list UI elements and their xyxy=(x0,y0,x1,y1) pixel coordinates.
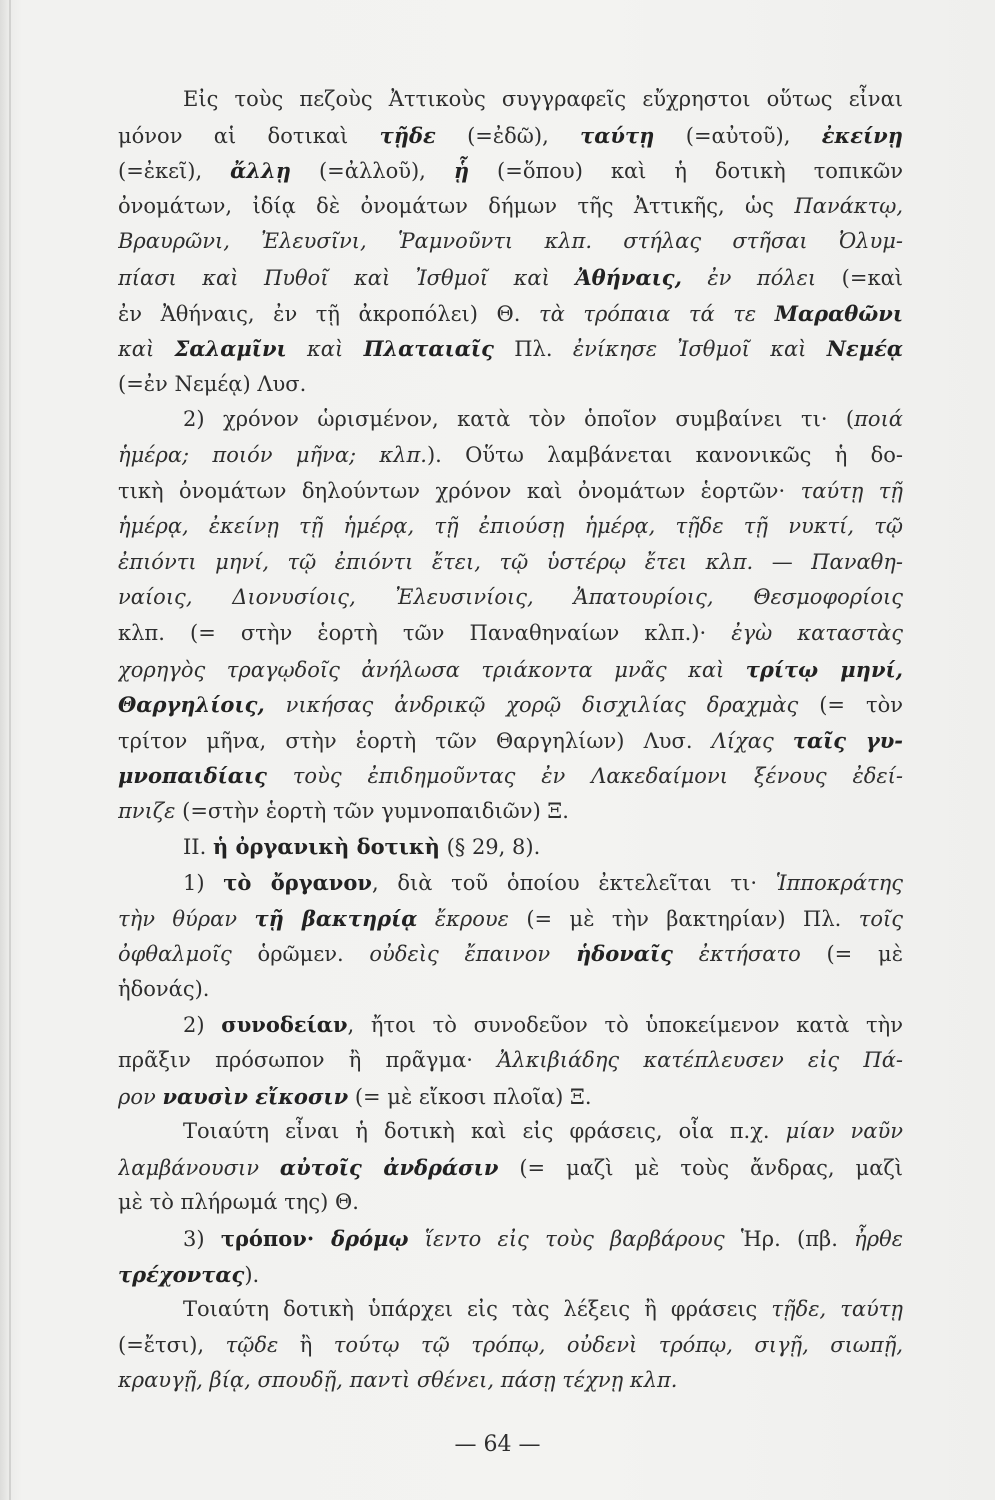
italic-run: λαμβάνουσιν xyxy=(118,1155,280,1180)
text-run: ἐν Ἀθήναις, ἐν τῇ ἀκροπόλει) Θ. xyxy=(118,301,539,326)
italic-run: τούτῳ τῷ τρόπῳ, οὐδενὶ τρόπῳ, σιγῇ, σιωπῇ, xyxy=(333,1332,903,1357)
text-run: κλπ. (= στὴν ἑορτὴ τῶν Παναθηναίων κλπ.)· xyxy=(118,620,732,645)
text-line xyxy=(118,1292,903,1328)
text-line xyxy=(118,616,903,652)
bold-italic-run: αὐτοῖς ἀνδράσιν xyxy=(279,1154,499,1180)
text-run: 2) xyxy=(183,1013,222,1038)
text-run: (=αὐτοῦ), xyxy=(654,123,822,148)
text-line xyxy=(118,331,903,367)
italic-run: ἐνίκησε Ἰσθμοῖ καὶ xyxy=(572,337,827,362)
heading-run: τρόπον· xyxy=(220,1226,315,1251)
text-line xyxy=(118,652,903,688)
text-line xyxy=(118,723,903,759)
page-edge-shadow xyxy=(9,0,11,1500)
text-line xyxy=(118,509,903,545)
text-line xyxy=(118,936,903,972)
italic-run: ἦρθε xyxy=(854,1227,903,1251)
bold-italic-run: ἐκείνῃ xyxy=(821,122,903,148)
italic-run: ἐγὼ καταστὰς xyxy=(731,620,903,645)
text-line xyxy=(118,687,903,723)
text-line xyxy=(118,1221,903,1257)
text-line xyxy=(118,474,903,510)
text-run: (=καὶ xyxy=(816,265,903,290)
text-run: Ἡρ. (πβ. xyxy=(724,1227,855,1251)
italic-run: ἐν πόλει xyxy=(681,265,817,290)
heading-run: συνοδείαν xyxy=(221,1012,348,1038)
bold-italic-run: Πλαταιαῖς xyxy=(363,336,494,362)
page-number: — 64 — xyxy=(454,1432,541,1457)
text-run: Τοιαύτη δοτικὴ ὑπάρχει εἰς τὰς λέξεις ἢ φράσεις xyxy=(183,1297,772,1322)
text-run: 3) xyxy=(183,1227,221,1251)
italic-run: ἵεντο εἰς τοὺς βαρβάρους xyxy=(408,1227,725,1251)
text-line xyxy=(118,296,903,332)
text-line xyxy=(118,1007,903,1043)
italic-run: ρον xyxy=(118,1084,163,1109)
heading-run: ἡ ὀργανικὴ δοτικὴ xyxy=(212,834,440,860)
section-heading xyxy=(118,829,903,865)
text-run: 2) χρόνον ὡρισμένον, κατὰ τὸν ὁποῖον συμβαίνει τι· ( xyxy=(183,407,855,432)
text-run: ). Οὕτω λαμβάνεται κανονικῶς ἡ δο- xyxy=(426,442,903,467)
text-run: ὁρῶμεν. xyxy=(231,942,344,967)
text-line xyxy=(118,1114,903,1150)
bold-italic-run: Σαλαμῖνι xyxy=(174,336,287,362)
text-run: (=ὅπου) καὶ ἡ δοτικὴ τοπικῶν xyxy=(469,159,903,184)
text-line xyxy=(118,1328,903,1364)
text-line xyxy=(118,1079,903,1115)
text-run: μόνον αἱ δοτικαὶ xyxy=(118,123,380,148)
italic-run: μίαν ναῦν xyxy=(785,1119,903,1144)
text-run: τικὴ ὀνομάτων δηλούντων χρόνον καὶ ὀνομάτων ἑορτῶν· xyxy=(118,478,801,503)
text-line xyxy=(118,402,903,438)
text-line xyxy=(118,901,903,937)
bold-italic-run: τρέχοντας xyxy=(118,1261,245,1287)
bold-italic-run: ἄλλῃ xyxy=(230,158,292,184)
text-run: (= μὲ εἴκοσι πλοῖα) Ξ. xyxy=(348,1084,592,1109)
text-run: Τοιαύτη εἶναι ἡ δοτικὴ καὶ εἰς φράσεις, οἷα π.χ. xyxy=(183,1119,786,1144)
bold-italic-run: Θαργηλίοις, xyxy=(118,692,265,718)
text-run: (= μαζὶ μὲ τοὺς ἄνδρας, μαζὶ xyxy=(498,1155,903,1180)
bold-italic-run: ᾗ xyxy=(453,158,470,184)
text-run: μὲ τὸ πλήρωμά της) Θ. xyxy=(118,1190,359,1215)
text-line xyxy=(118,1185,903,1221)
text-run: (§ 29, 8). xyxy=(439,835,541,860)
text-run: (= μὲ τὴν βακτηρίαν) Πλ. xyxy=(508,906,859,931)
italic-run: καὶ xyxy=(286,337,364,362)
text-line xyxy=(118,1257,903,1293)
italic-run: κραυγῇ, βίᾳ, σπουδῇ, παντὶ σθένει, πάσῃ τέχνῃ κλπ. xyxy=(118,1368,678,1393)
italic-run: χορηγὸς τραγῳδοῖς ἀνήλωσα τριάκοντα μνᾶς καὶ xyxy=(118,657,746,682)
text-line xyxy=(118,82,903,118)
italic-run: Ἱπποκράτης xyxy=(775,871,903,896)
bold-italic-run: Ἀθήναις, xyxy=(575,264,682,290)
text-run: (=ἀλλοῦ), xyxy=(291,159,454,184)
text-run: (=ἐν Νεμέᾳ) Λυσ. xyxy=(118,371,307,396)
text-line xyxy=(118,189,903,225)
italic-run: ἔκρουε xyxy=(417,906,509,931)
italic-run: Ἀλκιβιάδης κατέπλευσεν εἰς Πά- xyxy=(497,1048,903,1073)
bold-italic-run: ἡδοναῖς xyxy=(575,941,673,967)
text-run: τρίτον μῆνα, στὴν ἑορτὴ τῶν Θαργηλίων) Λυσ. xyxy=(118,728,712,753)
text-line xyxy=(118,260,903,296)
text-run: ἢ xyxy=(278,1332,334,1357)
text-run: πρᾶξιν πρόσωπον ἢ πρᾶγμα· xyxy=(118,1048,498,1073)
text-line xyxy=(118,794,903,830)
bold-italic-run: δρόμῳ xyxy=(314,1226,409,1251)
italic-run: ἡμέρᾳ, ἐκείνῃ τῇ ἡμέρᾳ, τῇ ἐπιούσῃ ἡμέρᾳ, τῇδε τῇ νυκτί, τῷ xyxy=(118,514,903,539)
bold-italic-run: τῇδε xyxy=(379,122,436,148)
italic-run: τὴν θύραν xyxy=(118,906,255,931)
italic-run: ἐπιόντι μηνί, τῷ ἐπιόντι ἔτει, τῷ ὑστέρῳ ἔτει κλπ. xyxy=(118,549,754,574)
text-run: ). xyxy=(244,1262,260,1287)
bold-italic-run: μνοπαιδίαις xyxy=(118,763,267,789)
italic-run: τοῖς xyxy=(858,906,903,931)
bold-italic-run: ταύτῃ xyxy=(580,122,655,148)
italic-run: νικήσας ἀνδρικῷ χορῷ δισχιλίας δραχμὰς xyxy=(264,693,799,718)
text-run: (=ἐδῶ), xyxy=(435,123,581,148)
text-run: II. xyxy=(183,835,213,860)
bold-italic-run: ταῖς γυ- xyxy=(792,727,903,753)
text-line xyxy=(118,153,903,189)
text-run: (=στὴν ἑορτὴ τῶν γυμνοπαιδιῶν) Ξ. xyxy=(175,798,569,823)
text-line xyxy=(118,118,903,154)
text-run: — xyxy=(753,549,812,574)
text-run: , ἤτοι τὸ συνοδεῦον τὸ ὑποκείμενον κατὰ τὴν xyxy=(347,1013,903,1038)
text-run: ὀνομάτων, ἰδίᾳ δὲ ὀνομάτων δήμων τῆς Ἀττικῆς, ὡς xyxy=(118,193,795,218)
bold-italic-run: Μαραθῶνι xyxy=(774,300,903,326)
text-line xyxy=(118,1363,903,1399)
bold-italic-run: τρίτῳ μηνί, xyxy=(745,656,903,682)
text-run: (=ἔτσι), xyxy=(118,1332,226,1357)
bold-italic-run: ναυσὶν εἴκοσιν xyxy=(162,1083,349,1109)
italic-run: πνιζε xyxy=(118,798,176,823)
italic-run: Πανάκτῳ, xyxy=(794,193,903,218)
text-line xyxy=(118,545,903,581)
text-line xyxy=(118,865,903,901)
italic-run: ναίοις, Διονυσίοις, Ἐλευσινίοις, Ἀπατουρίοις, Θεσμοφορίοις xyxy=(118,585,903,610)
text-run: (= μὲ xyxy=(800,942,903,967)
italic-run: Παναθη- xyxy=(811,549,903,574)
text-line xyxy=(118,972,903,1008)
text-line xyxy=(118,367,903,403)
italic-run: Λίχας xyxy=(711,728,793,753)
text-run: 1) xyxy=(183,871,224,896)
italic-run: τὰ τρόπαια τά τε xyxy=(538,301,775,326)
text-run: Πλ. xyxy=(493,337,573,362)
italic-run: ποιά xyxy=(854,407,903,432)
italic-run: τοὺς ἐπιδημοῦντας ἐν Λακεδαίμονι ξένους ἐδεί- xyxy=(266,764,903,789)
italic-run: τῷδε xyxy=(225,1332,279,1357)
body-text xyxy=(118,82,903,1399)
bold-italic-run: Νεμέᾳ xyxy=(826,336,903,362)
text-run: Εἰς τοὺς πεζοὺς Ἀττικοὺς συγγραφεῖς εὔχρηστοι οὕτως εἶναι xyxy=(183,87,903,111)
italic-run: Βραυρῶνι, Ἐλευσῖνι, Ῥαμνοῦντι κλπ. στήλας στῆσαι Ὀλυμ- xyxy=(118,229,903,254)
italic-run: πίασι καὶ Πυθοῖ καὶ Ἰσθμοῖ καὶ xyxy=(118,265,576,290)
text-run: , διὰ τοῦ ὁποίου ἐκτελεῖται τι· xyxy=(371,871,776,896)
italic-run: οὐδεὶς ἔπαινον xyxy=(343,942,576,967)
text-run: ἡδονάς). xyxy=(118,976,210,1001)
text-run: (=ἐκεῖ), xyxy=(118,159,231,184)
text-run: (= τὸν xyxy=(798,693,903,718)
text-line xyxy=(118,1043,903,1079)
italic-run: τῇδε, ταύτῃ xyxy=(771,1297,903,1322)
text-line xyxy=(118,438,903,474)
text-line xyxy=(118,580,903,616)
text-line xyxy=(118,758,903,794)
bold-italic-run: τῇ βακτηρίᾳ xyxy=(254,905,418,931)
text-line xyxy=(118,1150,903,1186)
italic-run: ὀφθαλμοῖς xyxy=(118,942,232,967)
heading-run: τὸ ὄργανον xyxy=(223,870,372,896)
text-line xyxy=(118,224,903,260)
italic-run: ἡμέρα; ποιόν μῆνα; κλπ. xyxy=(118,442,427,467)
italic-run: ταύτῃ τῇ xyxy=(800,478,903,503)
italic-run: ἐκτήσατο xyxy=(672,942,801,967)
italic-run: καὶ xyxy=(118,337,175,362)
